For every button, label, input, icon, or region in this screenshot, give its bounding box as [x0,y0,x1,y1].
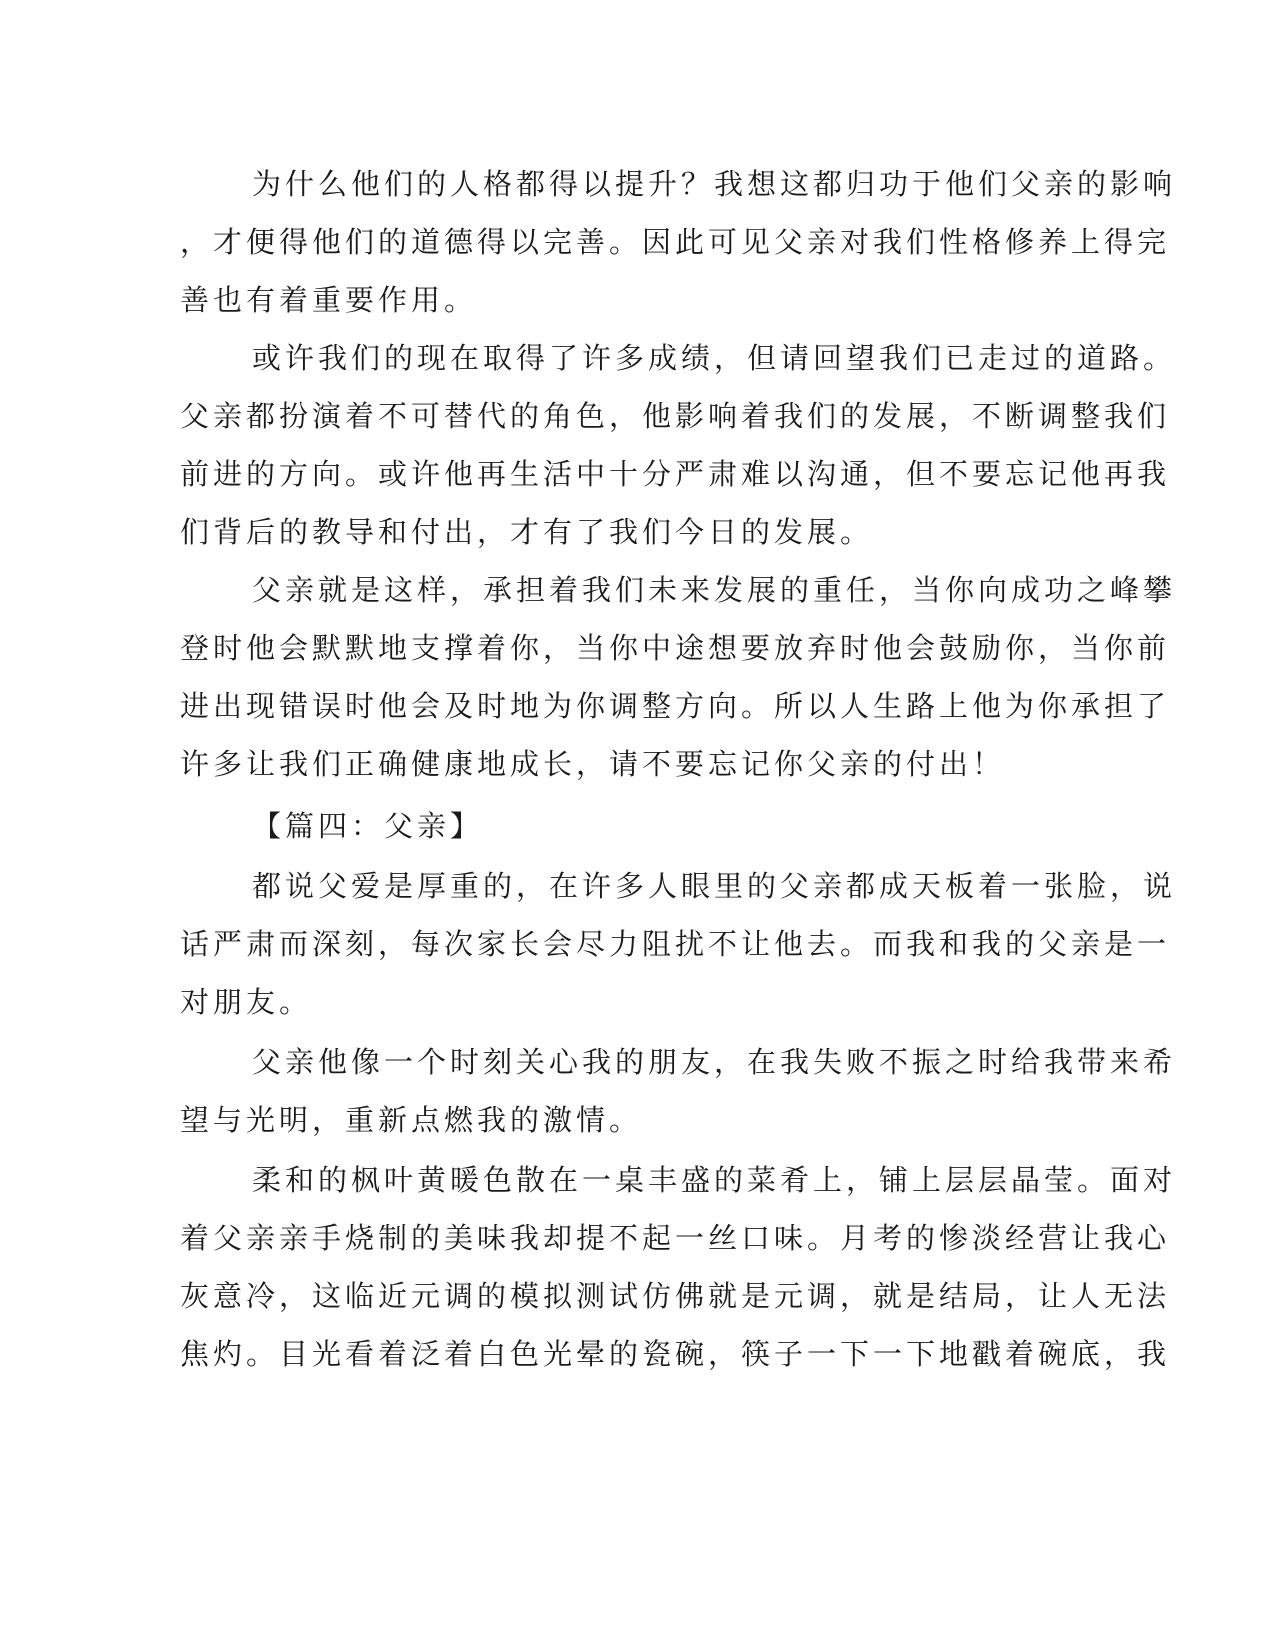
text-line: 许多让我们正确健康地成长，请不要忘记你父亲的付出！ [180,747,1006,781]
text-line: 登时他会默默地支撑着你，当你中途想要放弃时他会鼓励你，当你前 [180,631,1171,665]
text-line: 灰意冷，这临近元调的模拟测试仿佛就是元调，就是结局，让人无法 [180,1279,1171,1313]
text-line: 父亲都扮演着不可替代的角色，他影响着我们的发展，不断调整我们 [180,399,1171,433]
text-line: 对朋友。 [180,985,313,1019]
text-line: 都说父爱是厚重的，在许多人眼里的父亲都成天板着一张脸，说 [252,869,1177,903]
text-line: 进出现错误时他会及时地为你调整方向。所以人生路上他为你承担了 [180,689,1171,723]
text-line: 为什么他们的人格都得以提升？我想这都归功于他们父亲的影响 [252,167,1177,201]
text-line: 望与光明，重新点燃我的激情。 [180,1103,643,1137]
text-line: 父亲就是这样，承担着我们未来发展的重任，当你向成功之峰攀 [252,573,1177,607]
text-line: 柔和的枫叶黄暖色散在一桌丰盛的菜肴上，铺上层层晶莹。面对 [252,1163,1177,1197]
text-line: 前进的方向。或许他再生活中十分严肃难以沟通，但不要忘记他再我 [180,457,1171,491]
text-line: 善也有着重要作用。 [180,283,478,317]
text-line: 着父亲亲手烧制的美味我却提不起一丝口味。月考的惨淡经营让我心 [180,1221,1171,1255]
text-line: 焦灼。目光看着泛着白色光晕的瓷碗，筷子一下一下地戳着碗底，我 [180,1337,1171,1371]
text-line: 们背后的教导和付出，才有了我们今日的发展。 [180,515,874,549]
text-line: 父亲他像一个时刻关心我的朋友，在我失败不振之时给我带来希 [252,1045,1177,1079]
section-heading: 【篇四：父亲】 [252,809,484,843]
text-line: ，才便得他们的道德得以完善。因此可见父亲对我们性格修养上得完 [180,225,1171,259]
text-line: 话严肃而深刻，每次家长会尽力阻扰不让他去。而我和我的父亲是一 [180,927,1171,961]
text-line: 或许我们的现在取得了许多成绩，但请回望我们已走过的道路。 [252,341,1177,375]
